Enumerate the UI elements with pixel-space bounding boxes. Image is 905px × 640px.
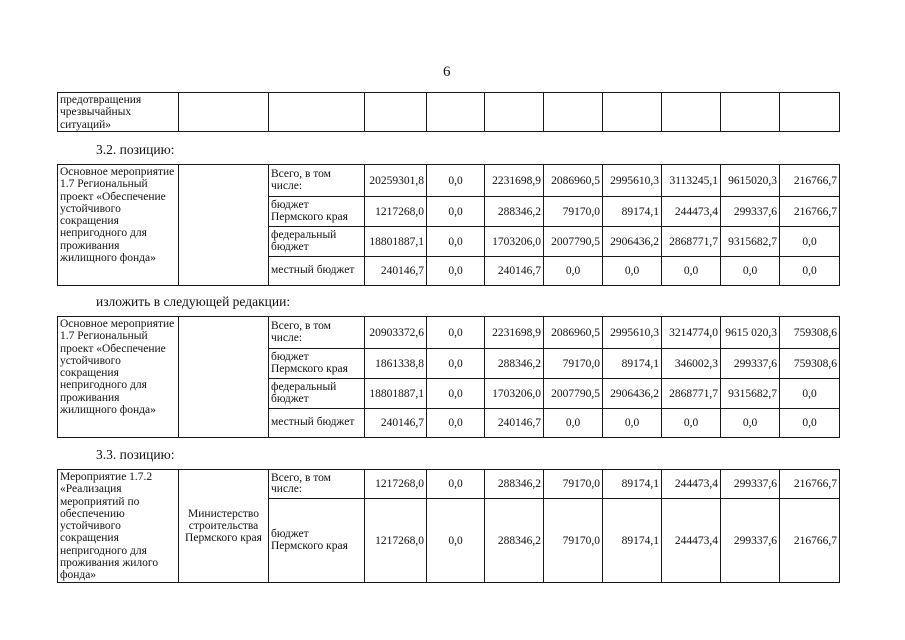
- table-cell: 2007790,5: [544, 227, 603, 257]
- table-cell: 2906436,2: [603, 227, 662, 257]
- table-cell: 299337,6: [721, 470, 780, 499]
- table-cell: 299337,6: [721, 499, 780, 582]
- table-cell: 0,0: [721, 257, 780, 286]
- table-cell: 20903372,6: [365, 317, 427, 349]
- table-cell: 2231698,9: [485, 317, 544, 349]
- section-heading-new-edition: изложить в следующей редакции:: [96, 294, 291, 309]
- table-cell-source: Всего, в том числе:: [269, 470, 365, 499]
- table-cell: 9315682,7: [721, 379, 780, 409]
- table-cell: 79170,0: [544, 499, 603, 582]
- table-cell: 244473,4: [662, 197, 721, 227]
- table-cell: 79170,0: [544, 470, 603, 499]
- table-cell-executor: Министерство строительства Пермского края: [179, 470, 269, 583]
- table-cell: 0,0: [427, 227, 485, 257]
- table-cell: 0,0: [427, 257, 485, 286]
- table-cell: 89174,1: [603, 349, 662, 379]
- table-cell: 1217268,0: [365, 197, 427, 227]
- table-cell-name: предотвращения чрезвычайных ситуаций»: [58, 93, 179, 132]
- table-cell: 89174,1: [603, 197, 662, 227]
- table-cell: 18801887,1: [365, 379, 427, 409]
- table-cell: 288346,2: [485, 349, 544, 379]
- table-cell: 244473,4: [662, 499, 721, 582]
- table-cell: 240146,7: [485, 257, 544, 286]
- table-cell: 9315682,7: [721, 227, 780, 257]
- table-cell: [603, 93, 662, 132]
- table-cell: 0,0: [427, 349, 485, 379]
- table-cell: 0,0: [780, 409, 840, 438]
- table-cell: 244473,4: [662, 470, 721, 499]
- table-cell: 79170,0: [544, 349, 603, 379]
- table-cell: 89174,1: [603, 499, 662, 582]
- table-cell: 240146,7: [365, 409, 427, 438]
- table-cell: 2086960,5: [544, 317, 603, 349]
- table-cell: 240146,7: [365, 257, 427, 286]
- table-cell: 0,0: [603, 257, 662, 286]
- table-cell: 89174,1: [603, 470, 662, 499]
- table-cell-source: федеральный бюджет: [269, 227, 365, 257]
- table-cell: 0,0: [427, 317, 485, 349]
- table-cell-source: бюджет Пермского края: [269, 197, 365, 227]
- table-cell: 0,0: [662, 257, 721, 286]
- table-cell: [365, 93, 427, 132]
- table-cell-source: федеральный бюджет: [269, 379, 365, 409]
- table-cell: 20259301,8: [365, 165, 427, 197]
- table-cell: 216766,7: [780, 197, 840, 227]
- table-section-3-3: [57, 469, 840, 583]
- table-row: [58, 470, 840, 499]
- table-cell: 2995610,3: [603, 317, 662, 349]
- table-cell-executor: [179, 165, 269, 286]
- table-cell: 0,0: [662, 409, 721, 438]
- table-cell: 0,0: [780, 379, 840, 409]
- table-cell: 2906436,2: [603, 379, 662, 409]
- section-heading-3-2: 3.2. позицию:: [96, 142, 175, 157]
- table-cell: [269, 93, 365, 132]
- table-cell: 9615 020,3: [721, 317, 780, 349]
- table-cell: [662, 93, 721, 132]
- table-cell: 2231698,9: [485, 165, 544, 197]
- table-cell-executor: [179, 317, 269, 438]
- table-cell: 0,0: [427, 409, 485, 438]
- table-cell: 0,0: [427, 379, 485, 409]
- table-cell: 0,0: [427, 499, 485, 582]
- table-cell: 216766,7: [780, 499, 840, 582]
- table-cell-name: Основное мероприятие 1.7 Региональный проект «Обеспечение устойчивого сокращения непригодного для проживания жилищного фонда»: [58, 165, 179, 286]
- table-cell: 346002,3: [662, 349, 721, 379]
- table-cell: 2007790,5: [544, 379, 603, 409]
- table-cell-source: местный бюджет: [269, 257, 365, 286]
- table-cell-source: Всего, в том числе:: [269, 317, 365, 349]
- table-cell: 79170,0: [544, 197, 603, 227]
- table-cell: 2086960,5: [544, 165, 603, 197]
- table-cell: [780, 93, 840, 132]
- table-cell: 0,0: [427, 197, 485, 227]
- table-cell: 2868771,7: [662, 379, 721, 409]
- table-cell: [179, 93, 269, 132]
- table-top-fragment: [57, 92, 840, 132]
- section-heading-3-3: 3.3. позицию:: [96, 447, 175, 462]
- table-cell: 0,0: [544, 257, 603, 286]
- table-cell: 0,0: [427, 165, 485, 197]
- table-cell: 299337,6: [721, 197, 780, 227]
- table-cell: 0,0: [603, 409, 662, 438]
- table-cell: 288346,2: [485, 197, 544, 227]
- table-cell: 216766,7: [780, 470, 840, 499]
- table-cell-source: Всего, в том числе:: [269, 165, 365, 197]
- table-row: [58, 317, 840, 349]
- table-cell: 2868771,7: [662, 227, 721, 257]
- table-cell: 18801887,1: [365, 227, 427, 257]
- table-cell: 0,0: [427, 470, 485, 499]
- table-row: [58, 165, 840, 197]
- table-cell: [721, 93, 780, 132]
- table-cell: 0,0: [721, 409, 780, 438]
- table-cell: [427, 93, 485, 132]
- table-cell: 299337,6: [721, 349, 780, 379]
- table-cell: 288346,2: [485, 499, 544, 582]
- table-cell: 1217268,0: [365, 499, 427, 582]
- table-cell: 288346,2: [485, 470, 544, 499]
- table-section-3-2: [57, 164, 840, 286]
- table-cell: 9615020,3: [721, 165, 780, 197]
- table-cell: 0,0: [780, 227, 840, 257]
- table-cell: 1217268,0: [365, 470, 427, 499]
- table-section-new-edition: [57, 316, 840, 438]
- table-cell-source: бюджет Пермского края: [269, 349, 365, 379]
- table-cell: 216766,7: [780, 165, 840, 197]
- table-cell: [544, 93, 603, 132]
- table-cell: 759308,6: [780, 317, 840, 349]
- table-cell-source: местный бюджет: [269, 409, 365, 438]
- table-cell-source: бюджет Пермского края: [269, 499, 365, 582]
- table-cell: 1703206,0: [485, 379, 544, 409]
- table-cell: 2995610,3: [603, 165, 662, 197]
- table-cell: 240146,7: [485, 409, 544, 438]
- table-cell-name: Основное мероприятие 1.7 Региональный проект «Обеспечение устойчивого сокращения непригодного для проживания жилищного фонда»: [58, 317, 179, 438]
- table-cell: 0,0: [544, 409, 603, 438]
- page-number: 6: [443, 64, 451, 80]
- table-cell: 3113245,1: [662, 165, 721, 197]
- table-cell: [485, 93, 544, 132]
- table-cell: 759308,6: [780, 349, 840, 379]
- table-cell: 1861338,8: [365, 349, 427, 379]
- table-cell: 1703206,0: [485, 227, 544, 257]
- table-cell: 3214774,0: [662, 317, 721, 349]
- table-cell-name: Мероприятие 1.7.2 «Реализация мероприятий по обеспечению устойчивого сокращения непригодного для проживания жилого фонда»: [58, 470, 179, 583]
- table-cell: 0,0: [780, 257, 840, 286]
